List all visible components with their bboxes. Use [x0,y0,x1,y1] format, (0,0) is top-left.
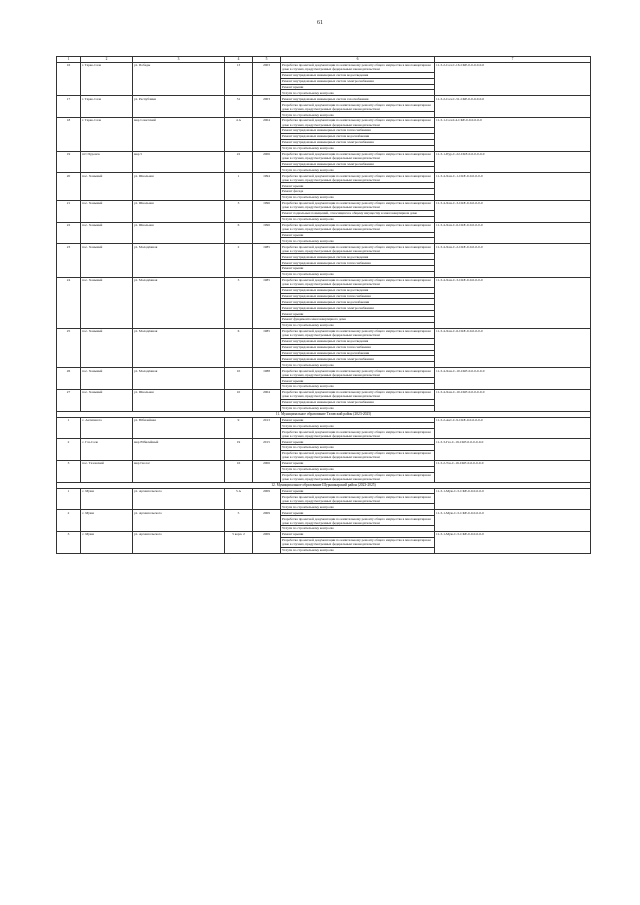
year-cell: 2003 [253,96,281,118]
row-number-cell: 2 [57,510,81,532]
work-type-cell: Ремонт внутридомовых инженерных систем теплоснабжения [281,128,435,134]
locality-cell: пгт Пуровск [81,151,133,173]
header-cell: 6 [281,57,435,63]
year-cell: 2004 [253,389,281,411]
street-cell: ул. Школьная [133,173,225,201]
year-cell: 2006 [253,151,281,173]
program-table [56,56,591,554]
work-type-cell: Ремонт крыши [281,183,435,189]
work-type-cell: Услуги по строительному контролю [281,362,435,368]
house-number-cell: 10 [225,389,253,411]
work-type-cell: Услуги по строительному контролю [281,423,435,429]
house-number-cell: 5 А [225,488,253,510]
work-type-cell: Ремонт внутридомовых инженерных систем электроснабжения [281,356,435,362]
year-cell: 1994 [253,173,281,201]
house-number-cell: 2 [225,244,253,277]
work-type-cell: Ремонт крыши [281,311,435,317]
table-body [57,57,591,554]
object-code-cell: 11-3-4-Хан-С-2-СКЕ-0-0-0-0-0-0 [435,244,591,277]
table-row [57,389,591,399]
object-code-cell: 11-3-1-Сал-0-4-СКЕ-0-0-0-0-0-0 [435,118,591,151]
row-number-cell: 3 [57,531,81,553]
section-title: 12. Муниципальное образование Шурышкарский район (2023-2025) [57,482,591,488]
object-code-cell: 11-3-2-Сал-С-16-СКЕ-0-0-0-0-0-0 [435,62,591,95]
locality-cell: с. Мужи [81,531,133,553]
street-cell: ул. Республики [133,96,225,118]
work-type-cell: Ремонт крыши [281,84,435,90]
house-number-cell: 19 [225,439,253,461]
header-cell: 5 [253,57,281,63]
work-type-cell: Ремонт фундамента многоквартирного дома [281,317,435,323]
work-type-cell: Ремонт внутридомовых инженерных систем водоснабжения [281,350,435,356]
work-type-cell: Ремонт внутридомовых инженерных систем электроснабжения [281,139,435,145]
house-number-cell: 3 [225,277,253,328]
work-type-cell: Ремонт внутридомовых инженерных систем теплоснабжения [281,260,435,266]
object-code-cell: 11-3-4-Хан-С-3-СКЕ-0-0-0-0-0-0 [435,277,591,328]
work-type-cell: Ремонт крыши [281,417,435,423]
header-cell: 3 [133,57,225,63]
table-row [57,173,591,183]
locality-cell: пос. Ханымей [81,328,133,367]
object-code-cell: 11-3-2-Сал-С-31-СКЕ-0-0-0-0-0-0 [435,96,591,118]
object-code-cell: 11-3-2-Таз-С-16-СКЕ-0-0-0-0-0-0 [435,460,591,482]
street-cell: ул. Молодёжная [133,328,225,367]
object-code-cell: 11-3-3-Газ-С-19-СКЕ-0-0-0-0-0-0 [435,439,591,461]
work-type-cell: Услуги по строительному контролю [281,322,435,328]
work-type-cell: Разработка проектной документации по капитальному ремонту общего имущества в многоквартирном доме в случаях, предусмотренных федеральным законодательством [281,102,435,112]
year-cell: 1985 [253,244,281,277]
work-type-cell: Услуги по строительному контролю [281,145,435,151]
work-type-cell: Услуги по строительному контролю [281,167,435,173]
work-type-cell: Ремонт внутридомовых инженерных систем водоснабжения [281,133,435,139]
row-number-cell: 20 [57,173,81,201]
work-type-cell: Ремонт внутридомовых инженерных систем водоотведения [281,254,435,260]
locality-cell: пос. Ханымей [81,244,133,277]
row-number-cell: 17 [57,96,81,118]
row-number-cell: 24 [57,277,81,328]
year-cell: 2009 [253,531,281,553]
street-cell: ул. Молодёжная [133,368,225,390]
work-type-cell: Разработка проектной документации по капитальному ремонту общего имущества в многоквартирном доме в случаях, предусмотренных федеральным законодательством [281,516,435,526]
work-type-cell: Разработка проектной документации по капитальному ремонту общего имущества в многоквартирном доме в случаях, предусмотренных федеральным законодательством [281,389,435,399]
locality-cell: пос. Тазовский [81,460,133,482]
work-type-cell: Разработка проектной документации по капитальному ремонту общего имущества в многоквартирном доме в случаях, предусмотренных федеральным законодательством [281,151,435,161]
year-cell: 1996 [253,200,281,222]
house-number-cell: 5 [225,510,253,532]
work-type-cell: Услуги по строительному контролю [281,90,435,96]
work-type-cell: Ремонт внутридомовых инженерных систем электроснабжения [281,161,435,167]
locality-cell: г. Тарко-Сале [81,62,133,95]
work-type-cell: Услуги по строительному контролю [281,547,435,553]
house-number-cell: 22 [225,151,253,173]
street-cell: ул. Школьная [133,222,225,244]
object-code-cell: 11-3-4-Хан-С-10-СКЕ-0-0-0-0-0-0 [435,368,591,390]
locality-cell: с. Мужи [81,488,133,510]
row-number-cell: 19 [57,151,81,173]
table-row [57,118,591,128]
work-type-cell: Ремонт крыши [281,232,435,238]
locality-cell: с. Газ-Сале [81,439,133,461]
year-cell: 1988 [253,368,281,390]
table-row [57,328,591,338]
object-code-cell: 11-3-1-Пур-С-22-СКЕ-0-0-0-0-0-0 [435,151,591,173]
work-type-cell: Разработка проектной документации по капитальному ремонту общего имущества в многоквартирном доме в случаях, предусмотренных федеральным законодательством [281,277,435,287]
header-cell: 2 [81,57,133,63]
work-type-cell: Ремонт внутридомовых инженерных систем теплоснабжения [281,344,435,350]
work-type-cell: Ремонт подвальных помещений, относящихся к общему имуществу в многоквартирном доме [281,210,435,216]
street-cell: ул. Юбилейная [133,417,225,439]
locality-cell: г. Тарко-Сале [81,96,133,118]
work-type-cell: Услуги по строительному контролю [281,112,435,118]
work-type-cell: Ремонт крыши [281,378,435,384]
house-number-cell: 31 [225,96,253,118]
work-type-cell: Разработка проектной документации по капитальному ремонту общего имущества в многоквартирном доме в случаях, предусмотренных федеральным законодательством [281,450,435,460]
street-cell: ул. Школьная [133,389,225,411]
work-type-cell: Разработка проектной документации по капитальному ремонту общего имущества в многоквартирном доме в случаях, предусмотренных федеральным законодательством [281,494,435,504]
work-type-cell: Разработка проектной документации по капитальному ремонту общего имущества в многоквартирном доме в случаях, предусмотренных федеральным законодательством [281,368,435,378]
locality-cell: пос. Ханымей [81,389,133,411]
house-number-cell: 13 [225,62,253,95]
work-type-cell: Услуги по строительному контролю [281,384,435,390]
year-cell: 1985 [253,328,281,367]
work-type-cell: Услуги по строительному контролю [281,504,435,510]
row-number-cell: 1 [57,417,81,439]
object-code-cell: 11-3-4-Хан-С-1-СКЕ-0-0-0-0-0-0 [435,173,591,201]
page-number: 61 [317,20,323,26]
work-type-cell: Услуги по строительному контролю [281,466,435,472]
locality-cell: пос. Ханымей [81,200,133,222]
object-code-cell: 11-3-4-Хан-С-6-СКЕ-0-0-0-0-0-0 [435,328,591,367]
locality-cell: пос. Ханымей [81,173,133,201]
work-type-cell: Разработка проектной документации по капитальному ремонту общего имущества в многоквартирном доме в случаях, предусмотренных федеральным законодательством [281,62,435,72]
work-type-cell: Разработка проектной документации по капитальному ремонту общего имущества в многоквартирном доме в случаях, предусмотренных федеральным законодательством [281,328,435,338]
table-row [57,200,591,210]
work-type-cell: Ремонт крыши [281,460,435,466]
row-number-cell: 25 [57,328,81,367]
work-type-cell: Разработка проектной документации по капитальному ремонту общего имущества в многоквартирном доме в случаях, предусмотренных федеральным законодательством [281,173,435,183]
work-type-cell: Услуги по строительному контролю [281,405,435,411]
row-number-cell: 3 [57,460,81,482]
row-number-cell: 22 [57,222,81,244]
locality-cell: с. Мужи [81,510,133,532]
street-cell: мкр 5 [133,151,225,173]
year-cell: 2015 [253,439,281,461]
work-type-cell: Ремонт внутридомовых инженерных систем теплоснабжения [281,293,435,299]
year-cell: 2009 [253,510,281,532]
work-type-cell: Разработка проектной документации по капитальному ремонту общего имущества в многоквартирном доме в случаях, предусмотренных федеральным законодательством [281,200,435,210]
section-title: 11. Муниципальное образование Тазовский район (2023-2025) [57,411,591,417]
work-type-cell: Ремонт внутридомовых инженерных систем электроснабжения [281,78,435,84]
row-number-cell: 16 [57,62,81,95]
year-cell: 1985 [253,277,281,328]
year-cell: 2004 [253,118,281,151]
work-type-cell: Ремонт внутридомовых инженерных систем водоснабжения [281,299,435,305]
work-type-cell: Ремонт внутридомовых инженерных систем электроснабжения [281,305,435,311]
street-cell: мкр Юбилейный [133,439,225,461]
object-code-cell: 11-3-4-Хан-С-3-СКЕ-0-0-0-0-0-0 [435,200,591,222]
row-number-cell: 21 [57,200,81,222]
row-number-cell: 23 [57,244,81,277]
year-cell: 2009 [253,488,281,510]
locality-cell: с. Антипаюта [81,417,133,439]
work-type-cell: Ремонт внутридомовых инженерных систем газоснабжения [281,96,435,102]
work-type-cell: Услуги по строительному контролю [281,526,435,532]
house-number-cell: 6 [225,222,253,244]
work-type-cell: Ремонт фасада [281,189,435,195]
object-code-cell: 11-3-4-Хан-С-10-СКЕ-0-0-0-0-0-0 [435,389,591,411]
work-type-cell: Разработка проектной документации по капитальному ремонту общего имущества в многоквартирном доме в случаях, предусмотренных федеральным законодательством [281,472,435,482]
year-cell: 2006 [253,460,281,482]
work-type-cell: Ремонт внутридомовых инженерных систем электроснабжения [281,399,435,405]
table-row [57,62,591,72]
table-row [57,368,591,378]
street-cell: ул. Молодёжная [133,244,225,277]
object-code-cell: 11-3-1-Муж-С-5-СКЕ-0-0-0-0-0-0 [435,531,591,553]
house-number-cell: 16 [225,460,253,482]
table-row [57,151,591,161]
table-row [57,244,591,254]
table-row [57,222,591,232]
house-number-cell: 5 корп. 2 [225,531,253,553]
year-cell: 2003 [253,62,281,95]
house-number-cell: 1 [225,173,253,201]
header-cell: 1 [57,57,81,63]
year-cell: 2013 [253,417,281,439]
street-cell: ул. Архангельского [133,510,225,532]
row-number-cell: 18 [57,118,81,151]
object-code-cell: 11-3-1-Муж-С-5-СКЕ-0-0-0-0-0-0 [435,510,591,532]
program-table-container [56,56,590,554]
work-type-cell: Услуги по строительному контролю [281,194,435,200]
locality-cell: пос. Ханымей [81,368,133,390]
work-type-cell: Услуги по строительному контролю [281,216,435,222]
work-type-cell: Услуги по строительному контролю [281,271,435,277]
header-cell: 7 [435,57,591,63]
work-type-cell: Ремонт внутридомовых инженерных систем водоотведения [281,338,435,344]
locality-cell: пос. Ханымей [81,222,133,244]
object-code-cell: 11-3-4-Хан-С-6-СКЕ-0-0-0-0-0-0 [435,222,591,244]
work-type-cell: Разработка проектной документации по капитальному ремонту общего имущества в многоквартирном доме в случаях, предусмотренных федеральным законодательством [281,537,435,547]
row-number-cell: 27 [57,389,81,411]
work-type-cell: Разработка проектной документации по капитальному ремонту общего имущества в многоквартирном доме в случаях, предусмотренных федеральным законодательством [281,244,435,254]
table-row [57,277,591,287]
work-type-cell: Ремонт крыши [281,531,435,537]
house-number-cell: 4 А [225,118,253,151]
work-type-cell: Разработка проектной документации по капитальному ремонту общего имущества в многоквартирном доме в случаях, предусмотренных федеральным законодательством [281,222,435,232]
object-code-cell: 11-3-2-Ант-С-9-СКЕ-0-0-0-0-0-0 [435,417,591,439]
locality-cell: пос. Ханымей [81,277,133,328]
house-number-cell: 6 [225,328,253,367]
street-cell: ул. Архангельского [133,488,225,510]
house-number-cell: 3 [225,200,253,222]
work-type-cell: Услуги по строительному контролю [281,238,435,244]
street-cell: мкр Геолог [133,460,225,482]
street-cell: ул. Школьная [133,200,225,222]
house-number-cell: 9 [225,417,253,439]
row-number-cell: 2 [57,439,81,461]
work-type-cell: Услуги по строительному контролю [281,445,435,451]
work-type-cell: Ремонт крыши [281,439,435,445]
work-type-cell: Ремонт крыши [281,488,435,494]
work-type-cell: Ремонт внутридомовых инженерных систем водоотведения [281,287,435,293]
work-type-cell: Разработка проектной документации по капитальному ремонту общего имущества в многоквартирном доме в случаях, предусмотренных федеральным законодательством [281,429,435,439]
work-type-cell: Ремонт крыши [281,510,435,516]
work-type-cell: Разработка проектной документации по капитальному ремонту общего имущества в многоквартирном доме в случаях, предусмотренных федеральным законодательством [281,118,435,128]
street-cell: ул. Молодёжная [133,277,225,328]
year-cell: 1996 [253,222,281,244]
street-cell: ул. Победы [133,62,225,95]
street-cell: мкр Советский [133,118,225,151]
work-type-cell: Ремонт крыши [281,266,435,272]
street-cell: ул. Архангельского [133,531,225,553]
row-number-cell: 1 [57,488,81,510]
row-number-cell: 26 [57,368,81,390]
house-number-cell: 10 [225,368,253,390]
header-cell: 4 [225,57,253,63]
locality-cell: г. Тарко-Сале [81,118,133,151]
work-type-cell: Ремонт внутридомовых инженерных систем водоотведения [281,72,435,78]
object-code-cell: 11-3-1-Муж-С-5-СКЕ-0-0-0-0-0-0 [435,488,591,510]
